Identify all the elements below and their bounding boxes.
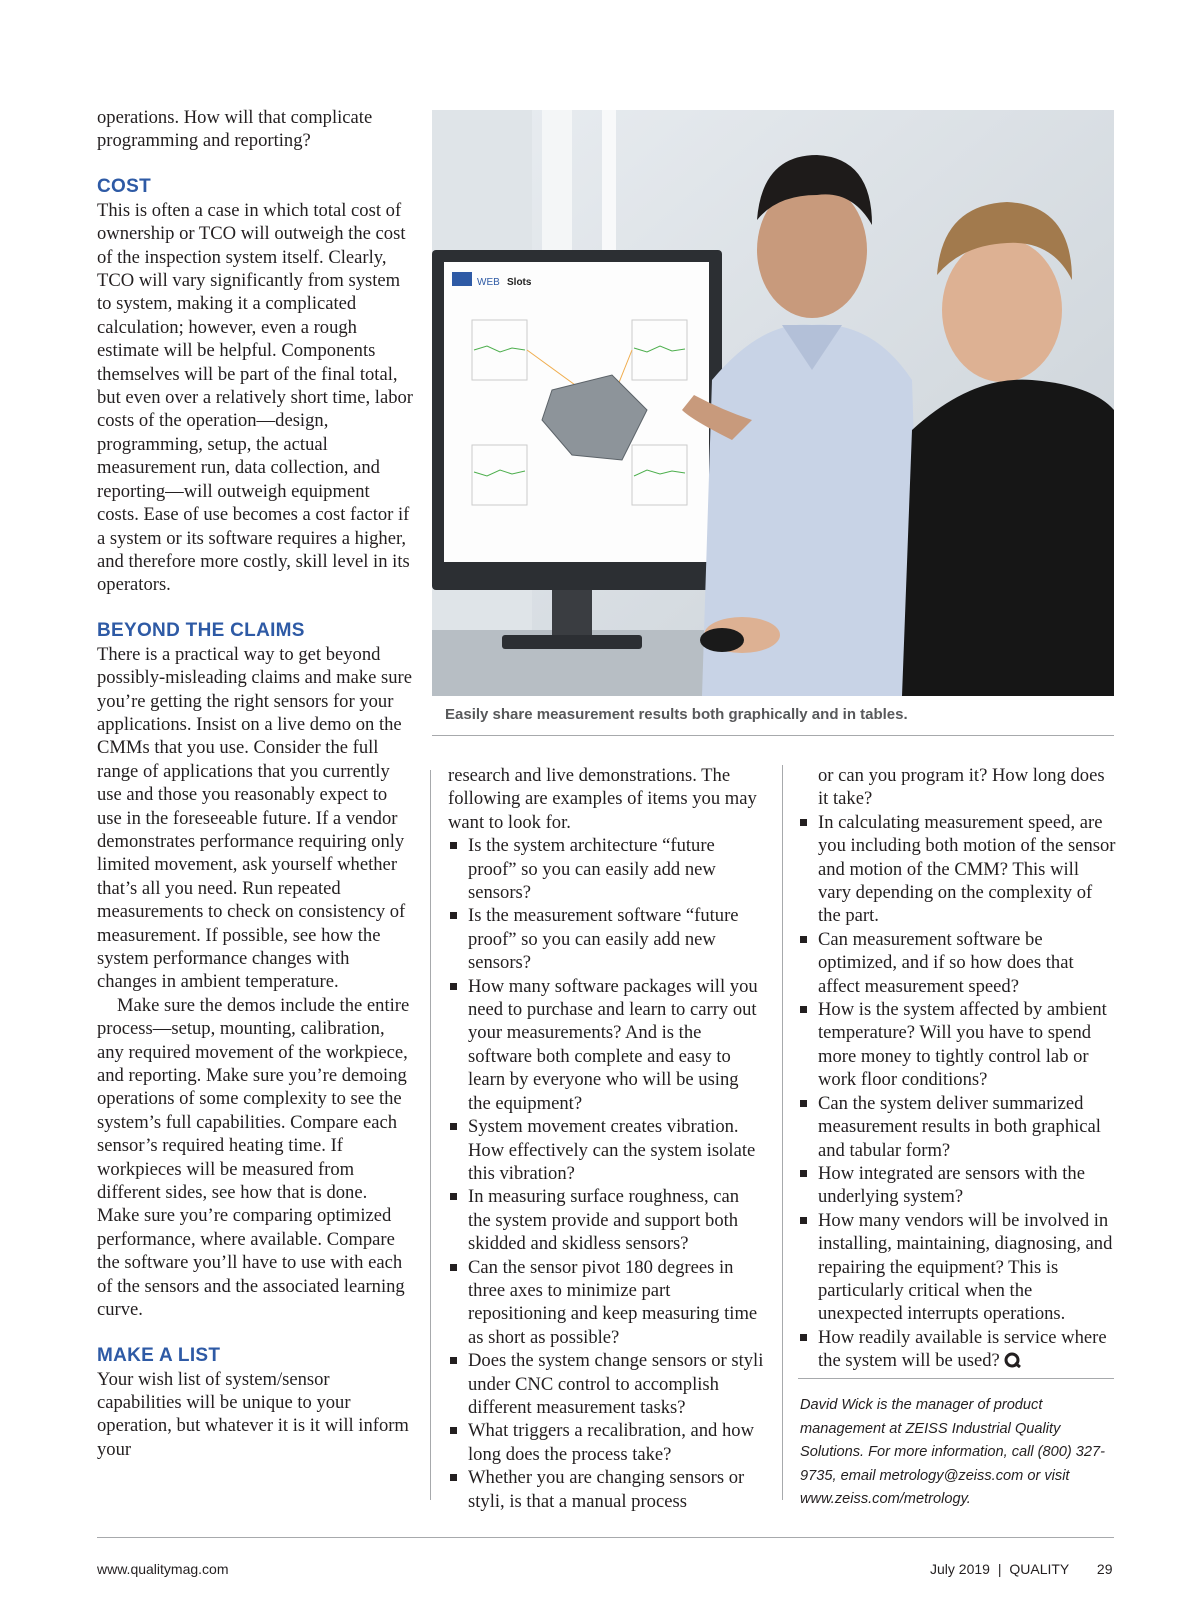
- list-item: In measuring surface roughness, can the system provide and support both skidded and skidless sensors?: [448, 1185, 764, 1255]
- article-photo: [432, 110, 1114, 696]
- list-item: Can the system deliver summarized measurement results in both graphical and tabular form?: [798, 1092, 1116, 1162]
- list-continuation: or can you program it? How long does it take?: [818, 765, 1105, 810]
- footer-separator: |: [997, 1561, 1002, 1577]
- beyond-claims-heading: BEYOND THE CLAIMS: [97, 619, 305, 641]
- list-item: How many vendors will be involved in installing, maintaining, diagnosing, and repairing the equipment? This is particularly critical when the unexpected interrupts operations.: [798, 1209, 1116, 1326]
- column-2: [448, 764, 764, 1513]
- list-item: In calculating measurement speed, are you including both motion of the sensor and motion of the CMM? This will vary depending on the complexity of the part.: [798, 811, 1116, 928]
- list-item: Whether you are changing sensors or styli, is that a manual process: [448, 1466, 764, 1513]
- photo-illustration: [432, 110, 1114, 696]
- column-divider-1: [430, 770, 431, 1500]
- list-item: How is the system affected by ambient temperature? Will you have to spend more money to tightly control lab or work floor conditions?: [798, 998, 1116, 1092]
- list-item: Does the system change sensors or styli under CNC control to accomplish different measurement tasks?: [448, 1349, 764, 1419]
- list-item: Is the measurement software “future proof” so you can easily add new sensors?: [448, 904, 764, 974]
- footer-magazine: QUALITY: [1009, 1561, 1070, 1577]
- list-item: System movement creates vibration. How effectively can the system isolate this vibration?: [448, 1115, 764, 1185]
- caption-rule: [432, 735, 1114, 736]
- claims-paragraph: There is a practical way to get beyond possibly-misleading claims and make sure you’re getting the right sensors for your applications. Insist on a live demo on the CMMs that you use. Consider the full range of applications that you currently use and those you reasonably expect to use in the foreseeable future. If a vendor demonstrates performance requiring only limited movement, ask yourself whether that’s all you need. Run repeated measurements to check on consistency of measurement. If possible, see how the system performance changes with changes in ambient temperature.: [97, 643, 412, 993]
- end-mark-icon: [1004, 1352, 1022, 1368]
- intro-paragraph: operations. How will that complicate programming and reporting?: [97, 107, 373, 152]
- checklist-2: [798, 811, 1116, 1373]
- column-3: [798, 764, 1116, 1373]
- monitor: [432, 250, 722, 649]
- footer-rule: [97, 1537, 1114, 1538]
- photo-caption: Easily share measurement results both graphically and in tables.: [445, 706, 908, 723]
- list-item: Can the sensor pivot 180 degrees in three axes to minimize part repositioning and keep measuring time as short as possible?: [448, 1256, 764, 1350]
- list-item: How integrated are sensors with the underlying system?: [798, 1162, 1116, 1209]
- footer-issue-info: [930, 1561, 1112, 1577]
- cost-heading: COST: [97, 175, 151, 197]
- footer-website: www.qualitymag.com: [97, 1561, 229, 1577]
- list-item: How many software packages will you need to purchase and learn to carry out your measurements? And is the software both complete and easy to learn by everyone who will be using the equipment?: [448, 975, 764, 1115]
- cost-paragraph: This is often a case in which total cost of ownership or TCO will outweigh the cost of the inspection system itself. Clearly, TCO will vary significantly from system to system, making it a complicated calculation; however, even a rough estimate will be helpful. Components themselves will be part of the final total, but even over a relatively short time, labor costs of the operation—design, programming, setup, the actual measurement run, data collection, and reporting—will outweigh equipment costs. Ease of use becomes a cost factor if a system or its software requires a higher, and therefore more costly, skill level in its operators.: [97, 199, 413, 596]
- column-1: [97, 106, 413, 1461]
- list-item: [798, 1326, 1116, 1373]
- screen-title: Slots: [507, 277, 532, 288]
- list-intro: research and live demonstrations. The following are examples of items you may want to look for.: [448, 765, 757, 833]
- screen-logo: WEB: [477, 277, 500, 288]
- footer-issue-date: July 2019: [930, 1561, 990, 1577]
- list-item: What triggers a recalibration, and how long does the process take?: [448, 1419, 764, 1466]
- list-paragraph: Your wish list of system/sensor capabilities will be unique to your operation, but whatever it is it will inform your: [97, 1368, 409, 1460]
- column-divider-2: [782, 765, 783, 1500]
- list-item: Is the system architecture “future proof” so you can easily add new sensors?: [448, 834, 764, 904]
- make-list-heading: MAKE A LIST: [97, 1344, 221, 1366]
- claims-paragraph-2: Make sure the demos include the entire process—setup, mounting, calibration, any required movement of the workpiece, and reporting. Make sure you’re demoing operations of some complexity to see the system’s full capabilities. Compare each sensor’s required heating time. If workpieces will be measured from different sides, see how that is done. Make sure you’re comparing optimized performance, where available. Compare the software you’ll have to use with each of the sensors and the associated learning curve.: [97, 994, 410, 1321]
- checklist-1: [448, 834, 764, 1513]
- page-number: 29: [1096, 1561, 1113, 1577]
- bio-rule: [798, 1378, 1114, 1379]
- author-bio: David Wick is the manager of product management at ZEISS Industrial Quality Solutions. For more information, call (800) 327-9735, email metrology@zeiss.com or visit www.zeiss.com/metrology.: [800, 1397, 1105, 1507]
- list-item: Can measurement software be optimized, and if so how does that affect measurement speed?: [798, 928, 1116, 998]
- list-item-text: How readily available is service where the system will be used?: [818, 1326, 1107, 1372]
